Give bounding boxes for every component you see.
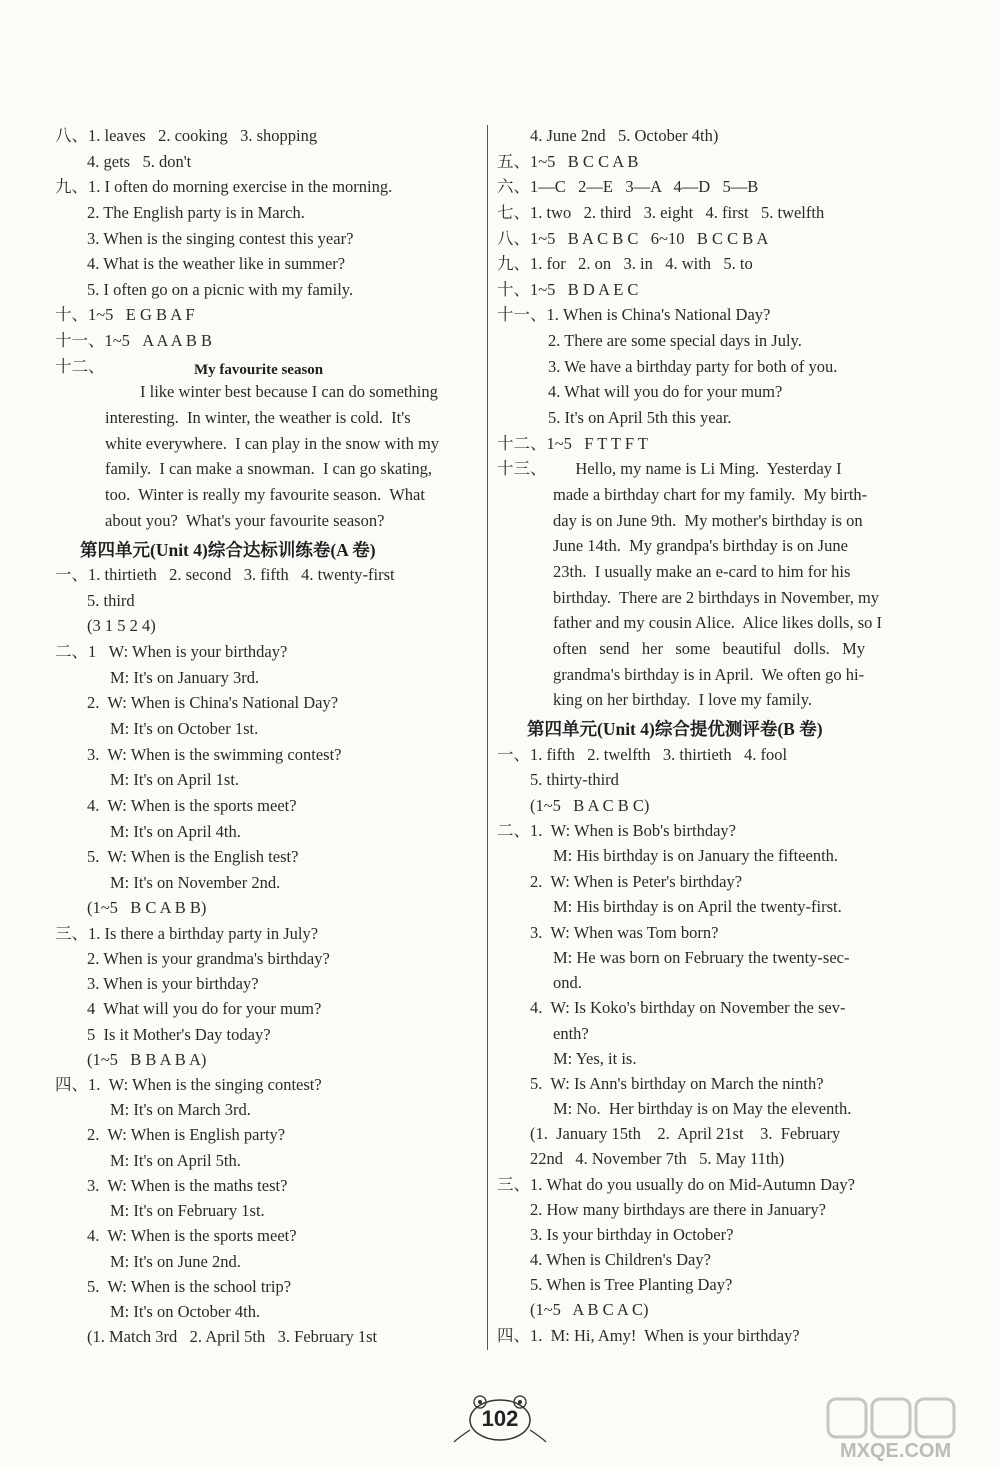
answer-line: 十、1~5 E G B A F <box>55 305 195 324</box>
answer-line: M: He was born on February the twenty-sec- <box>553 948 850 967</box>
answer-line: 六、1—C 2—E 3—A 4—D 5—B <box>497 177 759 196</box>
answer-line: 十一、1. When is China's National Day? <box>497 305 771 324</box>
answer-line: 4. W: When is the sports meet? <box>87 1226 297 1245</box>
answer-line: 4. gets 5. don't <box>87 152 192 171</box>
answer-line: M: It's on March 3rd. <box>110 1100 251 1119</box>
answer-line: M: It's on April 1st. <box>110 770 240 789</box>
answer-line: M: It's on October 4th. <box>110 1302 261 1321</box>
answer-line: 4. What will you do for your mum? <box>548 382 783 401</box>
answer-line: king on her birthday. I love my family. <box>553 690 813 709</box>
answer-line: 九、1. for 2. on 3. in 4. with 5. to <box>497 254 753 273</box>
answer-line: 七、1. two 2. third 3. eight 4. first 5. twelfth <box>497 203 825 222</box>
answer-line: (1. January 15th 2. April 21st 3. February <box>530 1124 841 1143</box>
essay-title: My favourite season <box>194 362 324 378</box>
answer-line: 十二、1~5 F T T F T <box>497 434 648 453</box>
answer-line: 2. W: When is China's National Day? <box>87 693 339 712</box>
answer-line: 3. W: When was Tom born? <box>530 923 719 942</box>
answer-line: 5. thirty-third <box>530 770 619 789</box>
answer-line: M: No. Her birthday is on May the eleventh. <box>553 1099 852 1118</box>
answer-line: 十一、1~5 A A A B B <box>55 331 213 350</box>
answer-line: 3. Is your birthday in October? <box>530 1225 734 1244</box>
answer-line: 5. I often go on a picnic with my family. <box>87 280 354 299</box>
answer-line: birthday. There are 2 birthdays in November, my <box>553 588 880 607</box>
answer-line: (1~5 B C A B B) <box>87 898 207 917</box>
answer-line: enth? <box>553 1024 589 1043</box>
answer-line: 2. W: When is Peter's birthday? <box>530 872 743 891</box>
answer-line: 2. There are some special days in July. <box>548 331 802 350</box>
answer-line: (1~5 B B A B A) <box>87 1050 207 1069</box>
page-number-badge <box>450 1390 550 1450</box>
answer-line: 十二、 <box>55 357 105 376</box>
answer-line: 3. We have a birthday party for both of you. <box>548 357 838 376</box>
watermark-text: MXQE.COM <box>840 1440 952 1462</box>
answer-line: 23th. I usually make an e-card to him for his <box>553 562 851 581</box>
answer-line: 4. June 2nd 5. October 4th) <box>530 126 719 145</box>
answer-line: 一、1. fifth 2. twelfth 3. thirtieth 4. fool <box>497 745 788 764</box>
answer-line: 4. When is Children's Day? <box>530 1250 711 1269</box>
answer-line: too. Winter is really my favourite season. What <box>105 485 425 504</box>
answer-line: family. I can make a snowman. I can go skating, <box>105 459 432 478</box>
answer-line: (3 1 5 2 4) <box>87 616 156 635</box>
answer-line: father and my cousin Alice. Alice likes dolls, so I <box>553 613 883 632</box>
answer-line: M: It's on October 1st. <box>110 719 259 738</box>
answer-line: 2. W: When is English party? <box>87 1125 286 1144</box>
answer-line: 五、1~5 B C C A B <box>497 152 639 171</box>
answer-line: 三、1. What do you usually do on Mid-Autumn Day? <box>497 1175 855 1194</box>
answer-line: white everywhere. I can play in the snow with my <box>105 434 440 453</box>
answer-line: 二、1 W: When is your birthday? <box>55 642 288 661</box>
answer-line: 3. W: When is the swimming contest? <box>87 745 342 764</box>
answer-line: 5. When is Tree Planting Day? <box>530 1275 733 1294</box>
column-divider <box>487 125 488 1350</box>
answer-line: M: It's on April 5th. <box>110 1151 241 1170</box>
answer-line: 八、1. leaves 2. cooking 3. shopping <box>55 126 318 145</box>
answer-line: 5. W: When is the school trip? <box>87 1277 292 1296</box>
answer-line: M: It's on November 2nd. <box>110 873 281 892</box>
answer-line: (1~5 B A C B C) <box>530 796 650 815</box>
answer-line: often send her some beautiful dolls. My <box>553 639 866 658</box>
answer-line: 十、1~5 B D A E C <box>497 280 639 299</box>
answer-line: 四、1. W: When is the singing contest? <box>55 1075 322 1094</box>
answer-line: I like winter best because I can do something <box>140 382 438 401</box>
answer-line: 5 Is it Mother's Day today? <box>87 1025 271 1044</box>
answer-line: 四、1. M: Hi, Amy! When is your birthday? <box>497 1326 800 1345</box>
answer-line: about you? What's your favourite season? <box>105 511 385 530</box>
answer-line: 一、1. thirtieth 2. second 3. fifth 4. twenty-first <box>55 565 395 584</box>
answer-line: 2. When is your grandma's birthday? <box>87 949 330 968</box>
answer-line: day is on June 9th. My mother's birthday is on <box>553 511 863 530</box>
answer-line: M: His birthday is on January the fifteenth. <box>553 846 839 865</box>
answer-line: interesting. In winter, the weather is cold. It's <box>105 408 411 427</box>
answer-line: 八、1~5 B A C B C 6~10 B C C B A <box>497 229 769 248</box>
answer-line: 3. When is the singing contest this year? <box>87 229 354 248</box>
watermark-logo <box>820 1395 990 1463</box>
section-heading-b: 第四单元(Unit 4)综合提优测评卷(B 卷) <box>527 719 823 739</box>
answer-line: 4. W: When is the sports meet? <box>87 796 297 815</box>
answer-line: 3. When is your birthday? <box>87 974 259 993</box>
answer-line: made a birthday chart for my family. My birth- <box>553 485 868 504</box>
answer-line: 4. W: Is Koko's birthday on November the sev- <box>530 998 846 1017</box>
answer-line: M: His birthday is on April the twenty-first. <box>553 897 842 916</box>
answer-line: grandma's birthday is in April. We often go hi- <box>553 665 865 684</box>
answer-line: 2. How many birthdays are there in January? <box>530 1200 826 1219</box>
answer-line: June 14th. My grandpa's birthday is on June <box>553 536 848 555</box>
answer-line: M: It's on January 3rd. <box>110 668 260 687</box>
answer-line: M: It's on February 1st. <box>110 1201 265 1220</box>
answer-line: 4. What is the weather like in summer? <box>87 254 346 273</box>
answer-line: 二、1. W: When is Bob's birthday? <box>497 821 736 840</box>
answer-line: 5. W: Is Ann's birthday on March the ninth? <box>530 1074 824 1093</box>
answer-line: ond. <box>553 973 582 992</box>
answer-line: M: It's on June 2nd. <box>110 1252 241 1271</box>
answer-line: 三、1. Is there a birthday party in July? <box>55 924 319 943</box>
answer-line: M: It's on April 4th. <box>110 822 241 841</box>
answer-line: 九、1. I often do morning exercise in the morning. <box>55 177 393 196</box>
page-number: 102 <box>481 1406 519 1431</box>
answer-line: 5. W: When is the English test? <box>87 847 299 866</box>
answer-line: 22nd 4. November 7th 5. May 11th) <box>530 1149 785 1168</box>
answer-line: 5. It's on April 5th this year. <box>548 408 732 427</box>
answer-line: 4 What will you do for your mum? <box>87 999 322 1018</box>
answer-line: M: Yes, it is. <box>553 1049 637 1068</box>
answer-line: 2. The English party is in March. <box>87 203 305 222</box>
section-heading-a: 第四单元(Unit 4)综合达标训练卷(A 卷) <box>80 540 376 560</box>
answer-line: 3. W: When is the maths test? <box>87 1176 288 1195</box>
answer-line: 5. third <box>87 591 135 610</box>
answer-line: (1. Match 3rd 2. April 5th 3. February 1st <box>87 1327 378 1346</box>
answer-line: 十三、 Hello, my name is Li Ming. Yesterday I <box>497 459 842 478</box>
answer-line: (1~5 A B C A C) <box>530 1300 649 1319</box>
